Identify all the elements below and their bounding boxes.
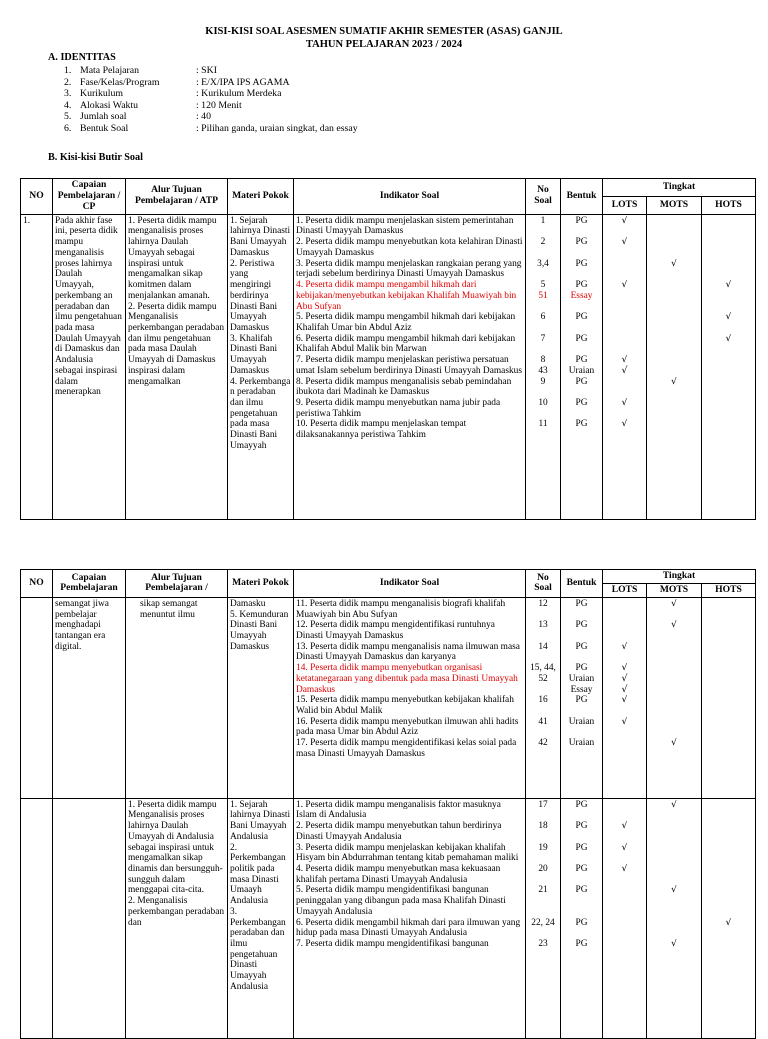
lots-checks — [603, 597, 647, 798]
atp-item: 1. Peserta didik mampu Menganalisis proses lahirnya Daulah Umayyah di Andalusia sebagai inspirasi untuk mengamalkan sikap dinamis dan bersungguh-sungguh dalam menggapai cita-cita. — [128, 799, 223, 896]
no-soal: 18 — [538, 821, 548, 832]
lots-check: √ — [621, 716, 628, 727]
lots-check: √ — [621, 215, 628, 226]
lots-check — [605, 620, 644, 641]
mots-check: √ — [671, 258, 677, 269]
no-soal: 8 43 — [538, 355, 548, 376]
atp-list — [126, 214, 228, 519]
materi-list — [228, 798, 294, 1038]
bentuk-value: PG — [575, 258, 588, 269]
indikator-item: 2. Peserta didik mampu menyebutkan tahun berdirinya Dinasti Umayyah Andalusia — [296, 821, 502, 842]
mots-check — [649, 642, 699, 663]
col-materi: Materi Pokok — [228, 570, 294, 598]
lots-check — [605, 939, 644, 950]
bentuk-value: PG Essay — [570, 280, 593, 301]
bentuk-value: Uraian — [568, 738, 595, 749]
hots-checks — [702, 798, 756, 1038]
indikator-item: 7. Peserta didik mampu mengidentifikasi bangunan — [296, 939, 489, 950]
hots-check — [704, 695, 753, 716]
row-number: 1. — [21, 214, 53, 519]
mots-check — [649, 216, 699, 237]
hots-check — [704, 864, 753, 885]
mots-check — [649, 334, 699, 355]
hots-checks — [702, 597, 756, 798]
materi-item: 2. Peristiwa yang mengiringi berdirinya Dinasti Bani Umayyah Damaskus — [230, 258, 278, 333]
identitas-row — [64, 123, 358, 134]
atp-list — [126, 798, 228, 1038]
mots-check: √ — [671, 376, 677, 387]
mots-check — [649, 312, 699, 333]
lots-check: √ — [621, 695, 628, 706]
bentuk-value: PG Uraian — [568, 355, 595, 376]
col-hots: HOTS — [702, 583, 756, 597]
indikator-item: 9. Peserta didik mampu menyebutkan nama jubir pada peristiwa Tahkim — [296, 397, 501, 419]
bentuk-value: PG Uraian Essay — [568, 663, 595, 695]
no-soal: 7 — [540, 333, 546, 344]
indikator-item: 11. Peserta didik mampu menganalisis biografi khalifah Muawiyah bin Abu Sufyan — [296, 598, 506, 620]
hots-check — [704, 419, 753, 440]
no-soal: 11 — [538, 419, 548, 430]
lots-check: √ √ — [621, 355, 628, 376]
indikator-item: 3. Peserta didik mampu menjelaskan rangkaian perang yang terjadi sebelum berdirinya Dinasti Umayyah Damaskus — [296, 258, 522, 280]
hots-check — [704, 885, 753, 917]
bentuk-value: PG — [575, 237, 588, 248]
hots-check — [704, 620, 753, 641]
bentuk-list — [561, 798, 603, 1038]
identitas-key: Bentuk Soal — [80, 122, 129, 134]
cp-text: semangat jiwa pembelajar menghadapi tantangan era digital. — [53, 597, 126, 798]
hots-check — [704, 237, 753, 258]
no-soal: 13 — [538, 620, 548, 631]
col-tingkat: Tingkat — [603, 570, 756, 584]
mots-check — [649, 280, 699, 312]
indikator-item: 15. Peserta didik mampu menyebutkan kebijakan khalifah Walid bin Abdul Malik — [296, 695, 514, 717]
no-soal: 21 — [538, 885, 548, 896]
no-soal: 1 — [540, 215, 546, 226]
identitas-value: : Kurikulum Merdeka — [196, 88, 282, 99]
materi-item: 1. Sejarah lahirnya Dinasti Bani Umayyah Andalusia — [230, 799, 291, 842]
materi-item: Damasku — [230, 598, 266, 609]
hots-check — [704, 738, 753, 759]
no-soal: 10 — [538, 397, 548, 408]
kisi-table-2 — [20, 569, 756, 1039]
atp-item: 1. Peserta didik mampu menganalisis proses lahirnya Daulah Umayyah sebagai inspirasi untuk mengamalkan sikap komitmen dalam menjalankan amanah. — [128, 215, 217, 301]
identitas-number: 6. — [64, 122, 72, 134]
row-number — [21, 798, 53, 1038]
lots-check: √ — [621, 280, 628, 291]
col-tingkat: Tingkat — [603, 179, 756, 197]
col-mots: MOTS — [647, 583, 702, 597]
col-hots: HOTS — [702, 196, 756, 214]
bentuk-value: PG — [575, 419, 588, 430]
indikator-list — [294, 214, 526, 519]
mots-check — [649, 918, 699, 939]
indikator-item: 6. Peserta didik mampu mengambil hikmah dari kebijakan Khalifah Abdul Malik bin Marwan — [296, 333, 516, 355]
identitas-key: Mata Pelajaran — [80, 65, 140, 76]
hots-check: √ — [725, 280, 732, 291]
atp-item: 2. Peserta didik mampu Menganalisis perkembangan peradaban dan ilmu pengetahuan pada masa Daulah Umayyah di Damaskus inspirasi dalam mengamalkan — [128, 301, 225, 387]
mots-check — [649, 419, 699, 440]
mots-check — [649, 717, 699, 738]
materi-item: 2. Perkembangan politik pada masa Dinasti Umaayh Andalusia — [230, 842, 286, 907]
hots-check — [704, 599, 753, 620]
identitas-row — [64, 111, 211, 122]
hots-check: √ — [725, 312, 732, 323]
materi-item: 5. Kemunduran Dinasti Bani Umayyah Damaskus — [230, 609, 289, 652]
hots-check — [704, 216, 753, 237]
no-soal: 9 — [540, 376, 546, 387]
col-no: NO — [21, 179, 53, 215]
hots-check — [704, 355, 753, 376]
lots-check — [605, 800, 644, 821]
indikator-item: 3. Peserta didik mampu menjelaskan kebijakan khalifah Hisyam bin Abdurrahman tentang kitab pemahaman maliki — [296, 842, 519, 864]
mots-check — [649, 398, 699, 419]
bentuk-value: PG — [575, 215, 588, 226]
atp-item: 2. Menganalisis perkembangan peradaban dan — [128, 896, 225, 928]
hots-check — [704, 800, 753, 821]
lots-check — [605, 738, 644, 759]
identitas-value: : E/X/IPA IPS AGAMA — [196, 76, 290, 88]
mots-check: √ — [671, 738, 677, 749]
col-atp: Alur Tujuan Pembelajaran / ATP — [126, 179, 228, 215]
bentuk-value: PG — [575, 620, 588, 631]
hots-check: √ — [725, 333, 732, 344]
mots-check: √ — [671, 799, 677, 810]
no-soal: 22, 24 — [531, 917, 555, 928]
indikator-item: 4. Peserta didik mampu mengambil hikmah dari kebijakan/menyebutkan kebijakan Khalifah Muawiyah bin Abu Sufyan — [296, 280, 517, 312]
cp-text — [53, 798, 126, 1038]
cp-text: Pada akhir fase ini, peserta didik mampu menganalisis proses lahirnya Daulah Umayyah, perkembang an peradaban dan ilmu pengetahuan pada masa Daulah Umayyah di Damaskus dan Andalusia sebagai inspirasi dalam menerapkan — [53, 214, 126, 519]
indikator-item: 8. Peserta didik mampus menganalisis sebab pemindahan ibukota dari Madinah ke Damaskus — [296, 376, 512, 398]
no-soal: 19 — [538, 842, 548, 853]
col-no-soal: No Soal — [526, 179, 561, 215]
col-cp: Capaian Pembelajaran — [53, 570, 126, 598]
indikator-item: 14. Peserta didik mampu menyebutkan organisasi ketatanegaraan yang dibentuk pada masa Dinasti Umayyah Damaskus — [296, 663, 518, 695]
hots-check: √ — [725, 917, 732, 928]
bentuk-value: PG — [575, 333, 588, 344]
indikator-item: 6. Peserta didik mengambil hikmah dari para ilmuwan yang hidup pada masa Dinasti Umayyah Andalusia — [296, 917, 521, 939]
col-no-soal: No Soal — [526, 570, 561, 598]
mots-check — [649, 843, 699, 864]
identitas-row — [64, 88, 281, 99]
identitas-number: 4. — [64, 99, 72, 111]
lots-check — [605, 334, 644, 355]
lots-checks — [603, 214, 647, 519]
col-bentuk: Bentuk — [561, 179, 603, 215]
hots-check — [704, 843, 753, 864]
mots-check: √ — [671, 598, 677, 609]
no-soal-list — [526, 214, 561, 519]
identitas-value: : Pilihan ganda, uraian singkat, dan essay — [196, 122, 358, 134]
indikator-item: 5. Peserta didik mampu mengambil hikmah dari kebijakan Khalifah Umar bin Abdul Aziz — [296, 312, 516, 333]
hots-check — [704, 663, 753, 695]
bentuk-value: PG — [575, 821, 588, 832]
no-soal: 2 — [540, 237, 546, 248]
mots-check — [649, 237, 699, 258]
document-subtitle: TAHUN PELAJARAN 2023 / 2024 — [305, 39, 463, 50]
lots-check: √ — [621, 237, 628, 248]
bentuk-value: PG — [575, 641, 588, 652]
indikator-item: 2. Peserta didik mampu menyebutkan kota kelahiran Dinasti Umayyah Damaskus — [296, 237, 523, 258]
mots-check: √ — [671, 939, 677, 950]
col-no: NO — [21, 570, 53, 598]
bentuk-value: PG — [575, 917, 588, 928]
bentuk-value: PG — [575, 312, 588, 323]
lots-check — [605, 885, 644, 917]
lots-check: √ — [621, 641, 628, 652]
materi-item: 4. Perkembanga n peradaban dan ilmu pengetahuan pada masa Dinasti Bani Umayyah — [230, 376, 291, 451]
identitas-value: : 40 — [196, 111, 211, 122]
mots-checks — [647, 798, 702, 1038]
bentuk-value: PG — [575, 397, 588, 408]
no-soal: 12 — [538, 598, 548, 609]
col-materi: Materi Pokok — [228, 179, 294, 215]
identitas-number: 3. — [64, 88, 72, 99]
hots-check — [704, 377, 753, 398]
mots-checks — [647, 214, 702, 519]
mots-check: √ — [671, 620, 677, 631]
mots-checks — [647, 597, 702, 798]
hots-check — [704, 642, 753, 663]
materi-item: 3. Perkembangan peradaban dan ilmu pengetahuan Dinasti Umayyah Andalusia — [230, 906, 286, 992]
indikator-item: 10. Peserta didik mampu menjelaskan tempat dilaksanakannya peristiwa Tahkim — [296, 419, 467, 441]
indikator-item: 7. Peserta didik mampu menjelaskan peristiwa persatuan umat Islam sebelum berdirinya Dinasti Umayyah Damaskus — [296, 355, 522, 376]
indikator-item: 16. Peserta didik mampu menyebutkan ilmuwan ahli hadits pada masa Umar bin Abdul Aziz — [296, 716, 519, 738]
mots-check — [649, 695, 699, 716]
hots-check — [704, 259, 753, 280]
col-indikator: Indikator Soal — [294, 179, 526, 215]
indikator-list — [294, 597, 526, 798]
lots-check — [605, 312, 644, 333]
col-lots: LOTS — [603, 196, 647, 214]
lots-check: √ — [621, 864, 628, 875]
lots-check: √ — [621, 842, 628, 853]
mots-check — [649, 821, 699, 842]
col-cp: Capaian Pembelajaran / CP — [53, 179, 126, 215]
bentuk-list — [561, 597, 603, 798]
no-soal: 17 — [538, 799, 548, 810]
identitas-heading: A. IDENTITAS — [48, 52, 116, 63]
lots-check: √ √ √ — [621, 663, 628, 695]
identitas-key: Fase/Kelas/Program — [80, 76, 160, 88]
indikator-item: 13. Peserta didik mampu menganalisis nama ilmuwan masa Dinasti Umayyah Damaskus dan karyanya — [296, 641, 520, 663]
no-soal: 15, 44, 52 — [530, 663, 556, 684]
lots-checks — [603, 798, 647, 1038]
indikator-item: 1. Peserta didik mampu menjelaskan sistem pemerintahan Dinasti Umayyah Damaskus — [296, 215, 514, 237]
mots-check — [649, 355, 699, 376]
bentuk-value: PG — [575, 939, 588, 950]
indikator-item: 12. Peserta didik mampu mengidentifikasi runtuhnya Dinasti Umayyah Damaskus — [296, 620, 495, 641]
kisi-table-1 — [20, 178, 756, 520]
kisi-heading: B. Kisi-kisi Butir Soal — [48, 152, 143, 163]
row-number — [21, 597, 53, 798]
indikator-item: 5. Peserta didik mampu mengidentifikasi bangunan peninggalan yang dibangun pada masa Khalifah Dinasti Umayyah Andalusia — [296, 885, 506, 917]
no-soal: 3,4 — [537, 258, 549, 269]
col-indikator: Indikator Soal — [294, 570, 526, 598]
hots-check — [704, 398, 753, 419]
col-atp: Alur Tujuan Pembelajaran / — [126, 570, 228, 598]
lots-check — [605, 259, 644, 280]
materi-list — [228, 214, 294, 519]
identitas-row — [64, 100, 242, 111]
mots-check — [649, 864, 699, 885]
indikator-item: 4. Peserta didik mampu menyebutkan masa kekuasaan khalifah pertama Dinasti Umayyah Andalusia — [296, 864, 501, 885]
identitas-row — [64, 77, 290, 88]
indikator-list — [294, 798, 526, 1038]
lots-check — [605, 918, 644, 939]
bentuk-value: PG — [575, 864, 588, 875]
atp-text: sikap semangat menuntut ilmu — [126, 597, 228, 798]
col-lots: LOTS — [603, 583, 647, 597]
no-soal-list — [526, 597, 561, 798]
identitas-number: 2. — [64, 76, 72, 88]
bentuk-value: PG — [575, 885, 588, 896]
mots-check: √ — [671, 885, 677, 896]
no-soal: 16 — [538, 695, 548, 706]
bentuk-value: PG — [575, 376, 588, 387]
lots-check: √ — [621, 397, 628, 408]
hots-checks — [702, 214, 756, 519]
identitas-key: Jumlah soal — [80, 111, 127, 122]
no-soal: 6 — [540, 312, 546, 323]
materi-item: 3. Khalifah Dinasti Bani Umayyah Damaskus — [230, 333, 278, 376]
col-bentuk: Bentuk — [561, 570, 603, 598]
lots-check — [605, 599, 644, 620]
hots-check — [704, 821, 753, 842]
no-soal-list — [526, 798, 561, 1038]
no-soal: 14 — [538, 641, 548, 652]
identitas-key: Kurikulum — [80, 88, 123, 99]
bentuk-value: PG — [575, 695, 588, 706]
no-soal: 41 — [538, 716, 548, 727]
lots-check: √ — [621, 419, 628, 430]
lots-check — [605, 377, 644, 398]
lots-check: √ — [621, 821, 628, 832]
identitas-row — [64, 65, 217, 76]
identitas-number: 1. — [64, 65, 72, 76]
no-soal: 23 — [538, 939, 548, 950]
identitas-key: Alokasi Waktu — [80, 99, 139, 111]
materi-item: 1. Sejarah lahirnya Dinasti Bani Umayyah Damaskus — [230, 215, 291, 258]
bentuk-list — [561, 214, 603, 519]
no-soal: 5 51 — [538, 280, 548, 301]
identitas-number: 5. — [64, 111, 72, 122]
materi-list — [228, 597, 294, 798]
mots-check — [649, 663, 699, 695]
identitas-value: : 120 Menit — [196, 99, 242, 111]
indikator-item: 1. Peserta didik mampu menganalisis faktor masuknya Islam di Andalusia — [296, 799, 501, 821]
no-soal: 42 — [538, 738, 548, 749]
indikator-item: 17. Peserta didik mampu mengidentifikasi kelas soial pada masa Dinasti Umayyah Damaskus — [296, 738, 517, 759]
bentuk-value: PG — [575, 842, 588, 853]
no-soal: 20 — [538, 864, 548, 875]
hots-check — [704, 939, 753, 950]
document-title: KISI-KISI SOAL ASESMEN SUMATIF AKHIR SEMESTER (ASAS) GANJIL — [205, 26, 563, 37]
col-mots: MOTS — [647, 196, 702, 214]
bentuk-value: Uraian — [568, 716, 595, 727]
identitas-value: : SKI — [196, 65, 217, 76]
bentuk-value: PG — [575, 799, 588, 810]
hots-check — [704, 717, 753, 738]
bentuk-value: PG — [575, 598, 588, 609]
